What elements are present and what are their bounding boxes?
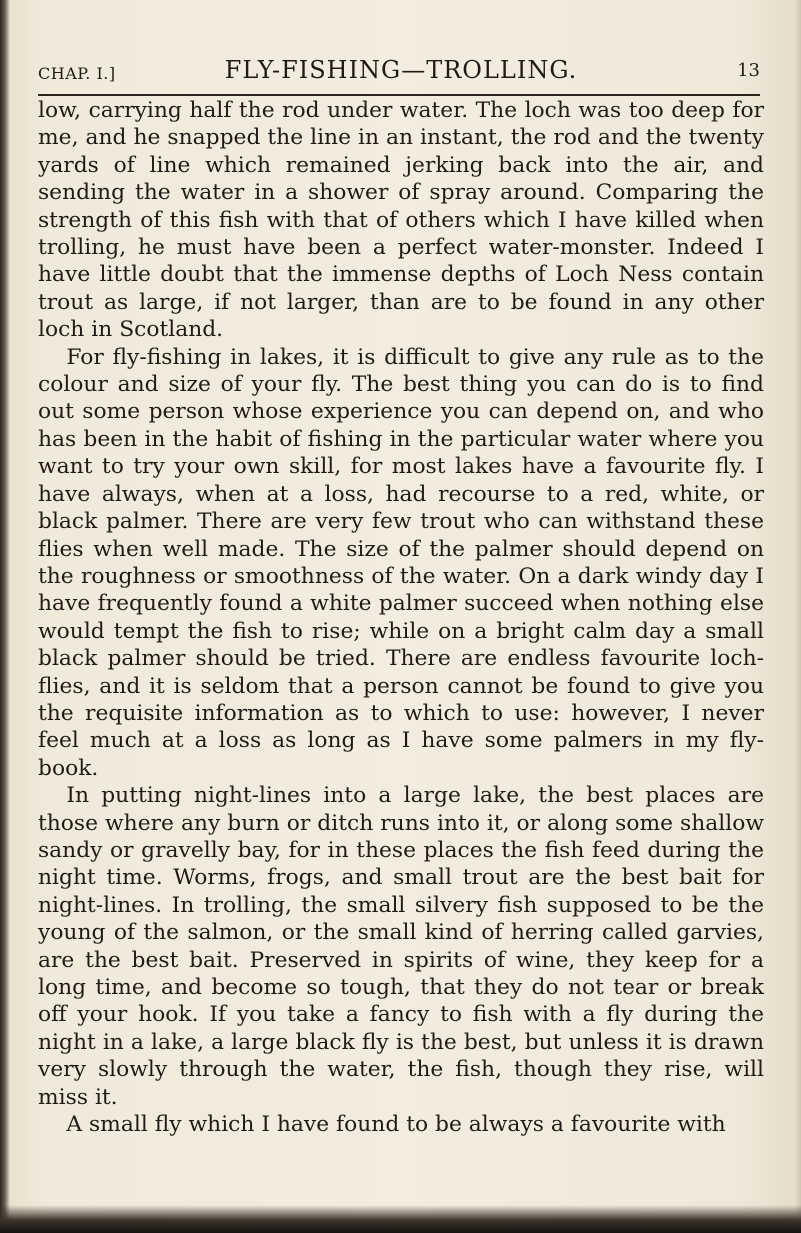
chapter-marker: CHAP. I.] [38,64,116,83]
running-head [38,54,764,86]
page-bottom-shadow [0,1205,801,1233]
page-gutter-shadow [0,0,10,1233]
paragraph-small-fly: A small fly which I have found to be always a favourite with [66,1112,726,1138]
page-number: 13 [737,60,760,81]
paragraph-night-lines: In putting night-lines into a large lake, the best places are those where any burn or ditch runs into it, or along some shallow sandy or gravelly bay, for in these places the fish feed during the night time. Worms, frogs, and small trout are the best bait for night-lines. In trolling, the small silvery fish supposed to be the young of the salmon, or the small kind of herring called garvies, are the best bait. Preserved in spirits of wine, they keep for a long time, and become so tough, that they do not tear or break off your hook. If you take a fancy to fish with a fly during the night in a lake, a large black fly is the best, but unless it is drawn very slowly through the water, the fish, though they rise, will miss it. [38,783,764,1110]
page-edge-right [795,0,801,1233]
running-title: FLY-FISHING—TROLLING. [224,56,578,84]
paragraph-fly-fishing: For fly-fishing in lakes, it is difficult to give any rule as to the colour and size of your fly. The best thing you can do is to find out some person whose experience you can depend on, and who has been in the habit of fishing in the particular water where you want to try your own skill, for most lakes have a favourite fly. I have always, when at a loss, had recourse to a red, white, or black palmer. There are very few trout who can withstand these flies when well made. The size of the palmer should depend on the roughness or smoothness of the water. On a dark windy day I have frequently found a white palmer succeed when nothing else would tempt the fish to rise; while on a bright calm day a small black palmer should be tried. There are endless favourite loch-flies, and it is seldom that a person cannot be found to give you the requisite information as to which to use: however, I never feel much at a loss as long as I have some palmers in my fly-book. [38,344,764,781]
paragraph-continued: low, carrying half the rod under water. The loch was too deep for me, and he snapped the line in an instant, the rod and the twenty yards of line which remained jerking back into the air, and sending the water in a shower of spray around. Comparing the strength of this fish with that of others which I have killed when trolling, he must have been a perfect water-monster. Indeed I have little doubt that the immense depths of Loch Ness contain trout as large, if not larger, than are to be found in any other loch in Scotland. [38,98,764,343]
header-rule [38,94,760,96]
body-text [38,97,764,1138]
